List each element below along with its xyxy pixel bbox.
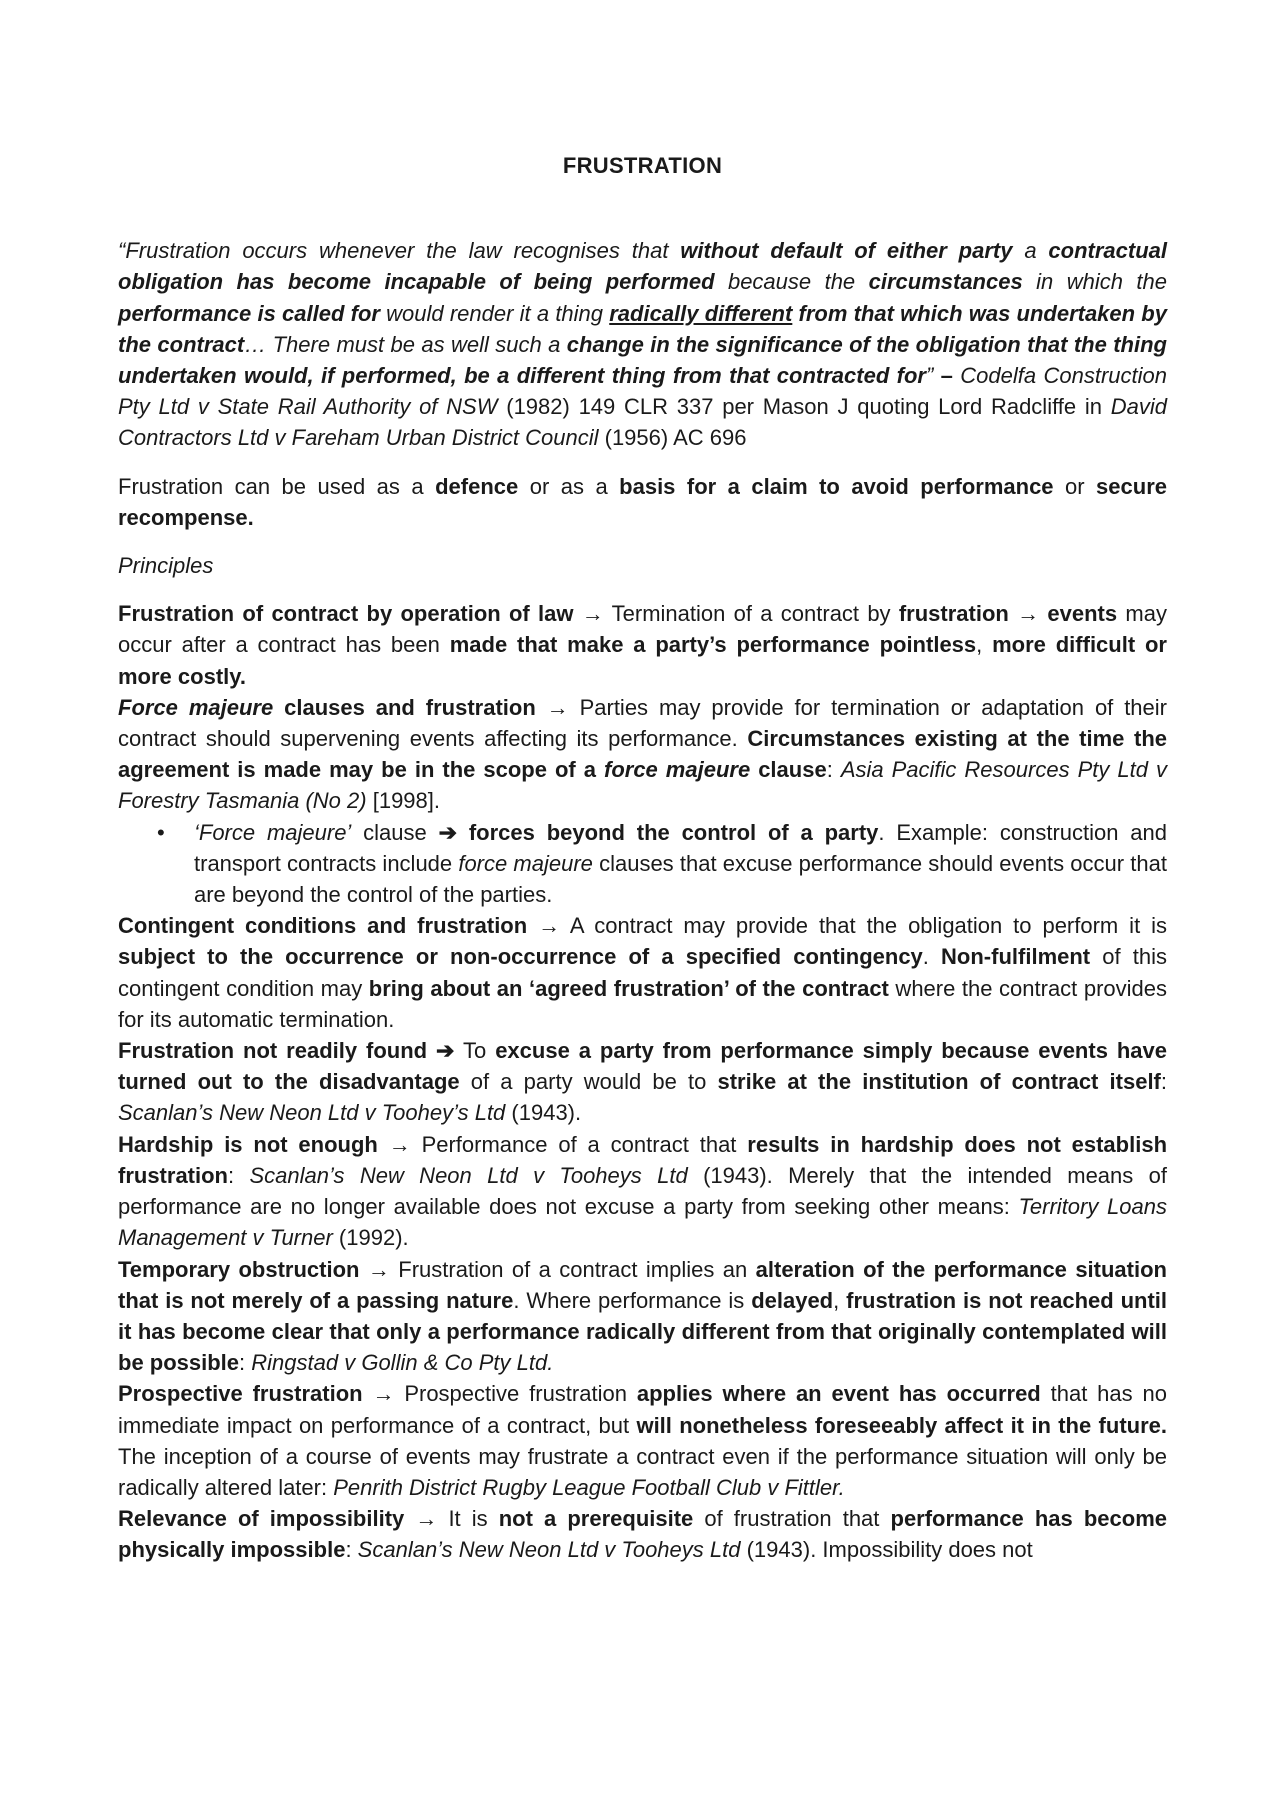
body-text: where the contract provides for its automatic termination. [118, 975, 1167, 1032]
principle-heading: Force majeure [118, 694, 274, 720]
quote-dash: – [933, 363, 961, 389]
body-text: clause [351, 819, 439, 845]
case-citation: Scanlan’s New Neon Ltd v Toohey’s Ltd [118, 1100, 506, 1126]
body-emphasis: subject to the occurrence or non-occurrence of a specified contingency [118, 944, 923, 970]
body-text: To [454, 1038, 496, 1064]
principle-heading: Frustration of contract by operation of law [118, 601, 574, 627]
case-citation: Territory Loans Management v Turner [118, 1194, 1167, 1251]
body-emphasis: alteration of the performance situation that is not merely of a passing nature [118, 1256, 1167, 1313]
principle-temporary-obstruction [118, 1254, 1167, 1379]
body-text: that has no immediate impact on performance of a contract, but [118, 1381, 1167, 1438]
body-emphasis: applies where an event has occurred [636, 1381, 1041, 1407]
body-emphasis: frustration [898, 601, 1009, 627]
case-citation: Penrith District Rugby League Football Club v Fittler. [333, 1474, 845, 1500]
arrow-icon: ➔ [436, 1038, 455, 1064]
principle-heading: clauses and frustration [273, 694, 536, 720]
principles-heading: Principles [118, 553, 214, 579]
quote-emphasis: performance is called for [118, 300, 380, 326]
frustration-definition-quote [118, 235, 1167, 453]
citation-text: (1956) AC 696 [598, 425, 747, 451]
case-citation: Asia Pacific Resources Pty Ltd v Forestry Tasmania (No 2) [118, 757, 1167, 814]
body-text: : [826, 757, 841, 783]
defence-paragraph [118, 471, 1167, 533]
bullet-icon: • [157, 819, 165, 845]
body-text: . Example: construction and transport contracts include [194, 819, 1168, 876]
body-text: The inception of a course of events may frustrate a contract even if the performance situation will only be radically altered later: [118, 1443, 1167, 1500]
body-emphasis: results in hardship does not establish frustration [118, 1131, 1168, 1188]
body-emphasis: delayed [751, 1287, 834, 1313]
citation-text: (1943). [505, 1100, 582, 1126]
body-text: → Frustration of a contract implies an [359, 1256, 756, 1282]
body-text: . Where performance is [513, 1287, 752, 1313]
principle-heading: Prospective frustration [118, 1381, 363, 1407]
body-text: , [976, 632, 993, 658]
case-citation: Scanlan’s New Neon Ltd v Tooheys Ltd [357, 1537, 741, 1563]
body-emphasis: Non-fulfilment [941, 944, 1091, 970]
body-text: . [922, 944, 942, 970]
body-text: → It is [404, 1506, 499, 1532]
body-text: of frustration that [693, 1506, 891, 1532]
body-text: or as a [518, 473, 620, 499]
principle-impossibility [118, 1503, 1167, 1565]
principle-heading: Temporary obstruction [118, 1256, 360, 1282]
principle-operation-of-law [118, 598, 1167, 692]
quote-emphasis: without default of either party [680, 238, 1013, 264]
body-emphasis: will nonetheless foreseeably affect it in the future. [636, 1412, 1167, 1438]
body-emphasis: secure recompense. [118, 473, 1167, 530]
page-title: FRUSTRATION [562, 153, 723, 178]
principle-hardship [118, 1129, 1167, 1254]
principle-heading: Contingent conditions and frustration [118, 913, 528, 939]
quote-text: in which the [1022, 269, 1167, 295]
case-citation: David Contractors Ltd v Fareham Urban District Council [118, 394, 1167, 451]
body-text: of a party would be to [459, 1069, 718, 1095]
principle-not-readily-found [118, 1035, 1167, 1129]
force-majeure-list [118, 817, 1167, 911]
body-emphasis: events [1047, 601, 1118, 627]
body-text: → Parties may provide for termination or adaptation of their contract should supervening events affecting its performance. [118, 694, 1167, 752]
body-emphasis: made that make a party’s performance pointless [449, 632, 977, 658]
body-italic: force majeure [458, 850, 593, 876]
quote-emphasis: contractual obligation has become incapable of being performed [118, 238, 1167, 295]
body-text: → Termination of a contract by [573, 601, 899, 627]
case-citation: Scanlan’s New Neon Ltd v Tooheys Ltd [249, 1162, 688, 1188]
body-emphasis: defence [435, 473, 519, 499]
principle-heading: Relevance of impossibility [118, 1506, 405, 1532]
list-item [157, 817, 1168, 911]
principle-contingent-conditions [118, 910, 1167, 1035]
quote-emphasis-underlined: radically different [609, 300, 793, 326]
body-text: : [1160, 1069, 1168, 1095]
body-text: Frustration can be used as a [118, 473, 436, 499]
body-text: , [833, 1287, 847, 1313]
body-text: → Prospective frustration [362, 1381, 637, 1407]
quote-emphasis: circumstances [868, 269, 1023, 295]
quote-text: … There must be as well such a [244, 331, 567, 357]
body-text: → Performance of a contract that [377, 1131, 748, 1157]
principle-heading: Hardship is not enough [118, 1131, 378, 1157]
body-emphasis: force majeure [604, 757, 751, 783]
body-emphasis: clause [750, 757, 827, 783]
body-emphasis: ➔ forces beyond the control of a party [438, 819, 879, 845]
body-text: of this contingent condition may [118, 944, 1167, 1001]
quote-text: because the [714, 269, 869, 295]
body-text: may occur after a contract has been [118, 601, 1167, 658]
document-body [118, 150, 1167, 1566]
body-emphasis: basis for a claim to avoid performance [619, 473, 1054, 499]
citation-text: [1998]. [366, 788, 440, 814]
body-text: : [345, 1537, 358, 1563]
body-emphasis: bring about an ‘agreed frustration’ of the contract [368, 975, 889, 1001]
body-emphasis: not a prerequisite [498, 1506, 694, 1532]
quote-text: a [1012, 238, 1049, 264]
quote-text: would render it a thing [379, 300, 610, 326]
body-text: → A contract may provide that the obligation to perform it is [527, 913, 1167, 939]
case-citation: Codelfa Construction Pty Ltd v State Rail Authority of NSW [118, 363, 1167, 420]
body-emphasis: strike at the institution of contract itself [717, 1069, 1161, 1095]
principle-prospective-frustration [118, 1378, 1167, 1503]
body-emphasis: frustration is not reached until it has become clear that only a performance radically different from that originally contemplated will be possible [118, 1287, 1168, 1376]
body-emphasis: performance has become physically impossible [118, 1506, 1167, 1563]
body-text: or [1053, 473, 1097, 499]
quote-text: “Frustration occurs whenever the law recognises that [118, 238, 681, 264]
quote-emphasis: change in the significance of the obligation that the thing undertaken would, if performed, be a different thing from that contracted for [118, 331, 1167, 389]
citation-text: (1943). Impossibility does not [740, 1537, 1033, 1563]
citation-text: (1982) 149 CLR 337 per Mason J quoting Lord Radcliffe in [497, 394, 1111, 420]
body-emphasis: more difficult or more costly. [118, 632, 1167, 689]
body-text: clauses that excuse performance should events occur that are beyond the control of the parties. [194, 850, 1167, 908]
principle-force-majeure [118, 692, 1167, 817]
citation-text: (1992). [332, 1225, 409, 1251]
principle-heading: Frustration not readily found [118, 1038, 437, 1064]
body-text: (1943). Merely that the intended means of performance are no longer available does not excuse a party from seeking other means: [118, 1162, 1167, 1220]
case-citation: Ringstad v Gollin & Co Pty Ltd. [251, 1350, 554, 1376]
body-emphasis: excuse a party from performance simply because events have turned out to the disadvantage [118, 1038, 1168, 1095]
quote-emphasis: from that which was undertaken by the contract [118, 300, 1167, 357]
body-text: → [1008, 601, 1048, 627]
body-italic: ‘Force majeure’ [194, 819, 352, 845]
quote-text: ” [925, 363, 934, 389]
body-text: : [239, 1350, 252, 1376]
body-text: : [228, 1162, 250, 1188]
body-emphasis: Circumstances existing at the time the agreement is made may be in the scope of a [118, 726, 1168, 783]
